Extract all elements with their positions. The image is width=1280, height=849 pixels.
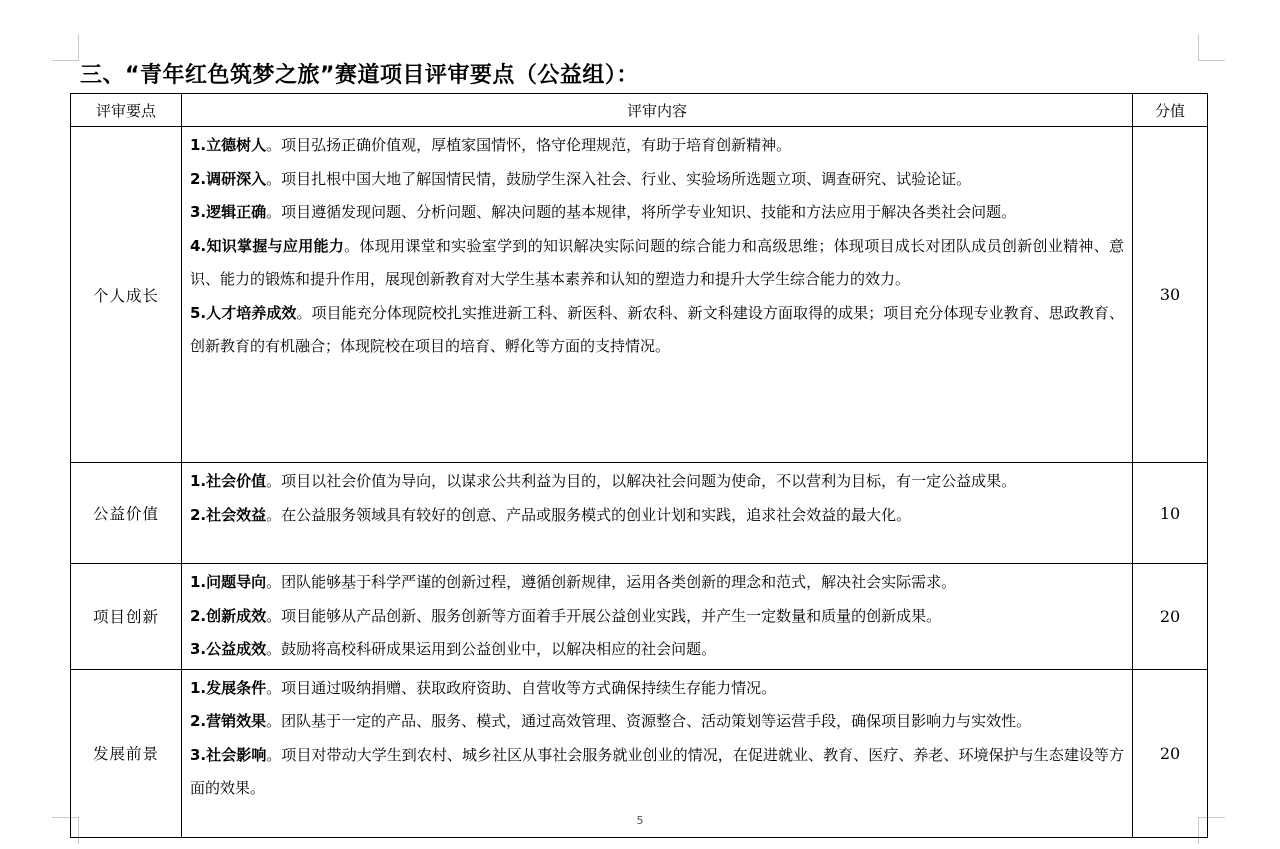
criteria-item — [190, 499, 1124, 533]
item-heading — [190, 607, 266, 625]
item-heading — [190, 136, 266, 154]
item-title: 发展条件 — [206, 678, 267, 697]
content-cell — [182, 463, 1133, 564]
criteria-item — [190, 129, 1124, 163]
item-title: 知识掌握与应用能力 — [206, 236, 345, 255]
criteria-item — [190, 196, 1124, 230]
item-number: 3. — [190, 640, 207, 658]
table-row — [71, 127, 1208, 463]
score-cell: 20 — [1133, 564, 1208, 670]
item-title: 调研深入 — [206, 169, 267, 188]
criteria-cell: 项目创新 — [71, 564, 182, 670]
review-criteria-table — [70, 93, 1208, 838]
item-heading — [190, 170, 266, 188]
header-score: 分值 — [1133, 94, 1208, 127]
item-title: 人才培养成效 — [206, 303, 297, 322]
table-row — [71, 463, 1208, 564]
criteria-cell: 发展前景 — [71, 669, 182, 837]
item-title: 公益成效 — [206, 640, 267, 658]
item-number: 5. — [190, 303, 207, 322]
item-text: 。项目以社会价值为导向，以谋求公共利益为目的，以解决社会问题为使命，不以营利为目标，有一定公益成果。 — [266, 472, 1017, 490]
criteria-item — [190, 566, 1124, 600]
item-text: 。项目能够从产品创新、服务创新等方面着手开展公益创业实践，并产生一定数量和质量的创新成果。 — [266, 606, 942, 625]
item-heading — [190, 573, 266, 591]
content-cell — [182, 564, 1133, 670]
score-cell: 20 — [1133, 669, 1208, 837]
criteria-item — [190, 633, 1124, 667]
item-title: 创新成效 — [206, 606, 267, 625]
item-text: 。鼓励将高校科研成果运用到公益创业中，以解决相应的社会问题。 — [266, 640, 717, 658]
item-heading — [190, 304, 296, 322]
section-heading: 三、“青年红色筑梦之旅”赛道项目评审要点（公益组）： — [80, 63, 639, 88]
header-content: 评审内容 — [182, 94, 1133, 127]
criteria-cell: 个人成长 — [71, 127, 182, 463]
item-heading — [190, 712, 266, 730]
header-criteria: 评审要点 — [71, 94, 182, 127]
item-number: 2. — [190, 505, 207, 524]
score-cell: 30 — [1133, 127, 1208, 463]
item-text: 。项目能充分体现院校扎实推进新工科、新医科、新农科、新文科建设方面取得的成果；项目充分体现专业教育、思政教育、创新教育的有机融合；体现院校在项目的培育、孵化等方面的支持情况。 — [190, 303, 1124, 355]
item-title: 立德树人 — [206, 136, 267, 154]
criteria-item — [190, 739, 1124, 806]
item-text: 。项目弘扬正确价值观，厚植家国情怀，恪守伦理规范，有助于培育创新精神。 — [266, 136, 792, 154]
item-heading — [190, 746, 266, 764]
score-cell: 10 — [1133, 463, 1208, 564]
item-number: 2. — [190, 606, 207, 625]
item-heading — [190, 640, 266, 658]
item-title: 问题导向 — [206, 573, 267, 591]
item-number: 1. — [190, 678, 207, 697]
criteria-item — [190, 705, 1124, 739]
crop-mark-top-left — [52, 34, 79, 61]
item-title: 逻辑正确 — [206, 203, 267, 221]
item-heading — [190, 237, 344, 255]
criteria-cell: 公益价值 — [71, 463, 182, 564]
item-number: 3. — [190, 745, 207, 764]
item-title: 营销效果 — [206, 712, 267, 730]
item-number: 1. — [190, 136, 207, 154]
item-text: 。体现用课堂和实验室学到的知识解决实际问题的综合能力和高级思维；体现项目成长对团队成员创新创业精神、意识、能力的锻炼和提升作用，展现创新教育对大学生基本素养和认知的塑造力和提升大学生综合能力的效力。 — [190, 236, 1124, 288]
item-text: 。项目扎根中国大地了解国情民情，鼓励学生深入社会、行业、实验场所选题立项、调查研究、试验论证。 — [266, 169, 972, 188]
criteria-item — [190, 600, 1124, 634]
criteria-item — [190, 672, 1124, 706]
item-text: 。项目通过吸纳捐赠、获取政府资助、自营收等方式确保持续生存能力情况。 — [266, 678, 777, 697]
item-number: 1. — [190, 472, 207, 490]
crop-mark-top-right — [1198, 34, 1225, 61]
item-text: 。项目对带动大学生到农村、城乡社区从事社会服务就业创业的情况，在促进就业、教育、医疗、养老、环境保护与生态建设等方面的效果。 — [190, 745, 1124, 797]
table-row — [71, 564, 1208, 670]
criteria-item — [190, 230, 1124, 297]
item-heading — [190, 506, 266, 524]
criteria-item — [190, 297, 1124, 364]
item-heading — [190, 472, 266, 490]
item-title: 社会价值 — [206, 472, 267, 490]
item-title: 社会影响 — [206, 745, 267, 764]
page-number: 5 — [636, 814, 644, 827]
content-cell — [182, 669, 1133, 837]
item-number: 2. — [190, 712, 207, 730]
table-row — [71, 669, 1208, 837]
item-number: 2. — [190, 169, 207, 188]
item-text: 。项目遵循发现问题、分析问题、解决问题的基本规律，将所学专业知识、技能和方法应用于解决各类社会问题。 — [266, 203, 1017, 221]
table-header-row — [71, 94, 1208, 127]
item-heading — [190, 679, 266, 697]
item-heading — [190, 203, 266, 221]
item-title: 社会效益 — [206, 505, 267, 524]
criteria-item — [190, 465, 1124, 499]
item-text: 。在公益服务领域具有较好的创意、产品或服务模式的创业计划和实践，追求社会效益的最大化。 — [266, 505, 912, 524]
item-text: 。团队基于一定的产品、服务、模式，通过高效管理、资源整合、活动策划等运营手段，确保项目影响力与实效性。 — [266, 712, 1032, 730]
item-number: 4. — [190, 236, 207, 255]
item-number: 1. — [190, 573, 207, 591]
criteria-item — [190, 163, 1124, 197]
item-text: 。团队能够基于科学严谨的创新过程，遵循创新规律，运用各类创新的理念和范式，解决社会实际需求。 — [266, 573, 957, 591]
item-number: 3. — [190, 203, 207, 221]
content-cell — [182, 127, 1133, 463]
